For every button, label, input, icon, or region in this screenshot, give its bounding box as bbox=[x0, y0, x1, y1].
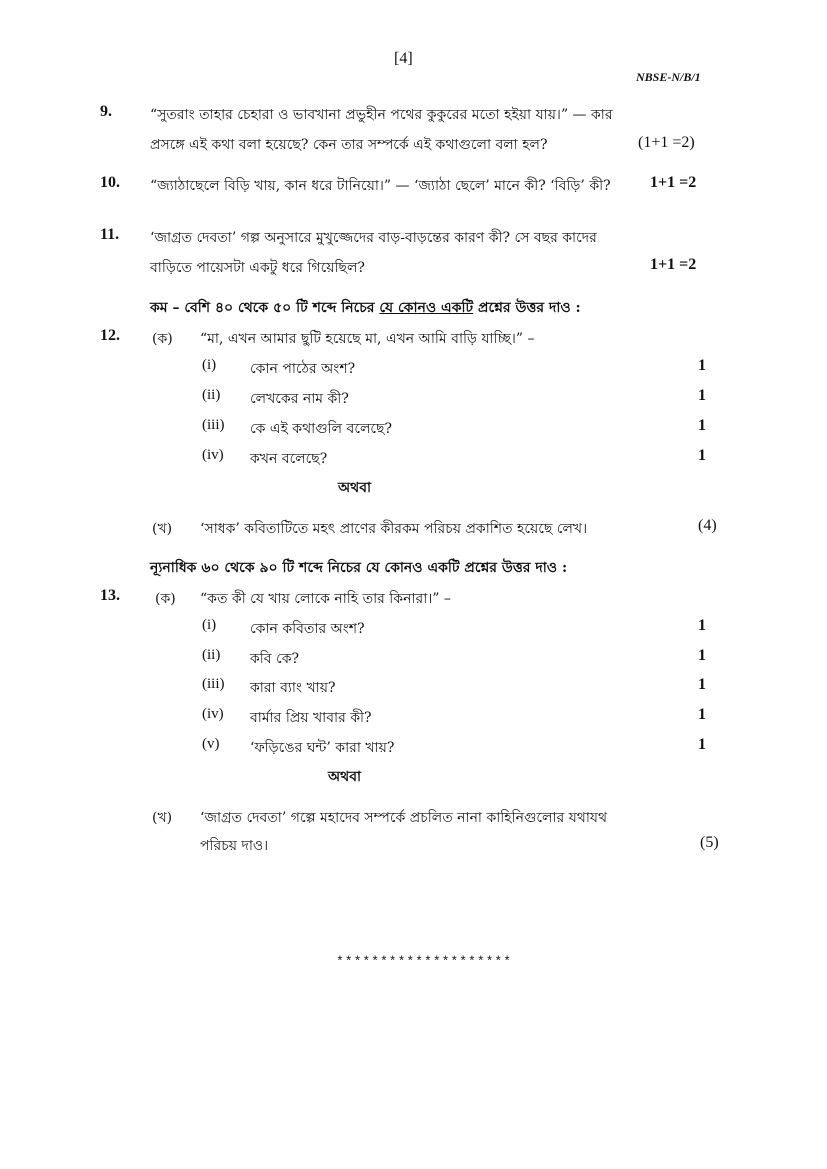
or-separator: অথবা bbox=[328, 769, 362, 785]
marks: 1 bbox=[698, 706, 706, 723]
question-number: 11. bbox=[100, 226, 120, 243]
marks: 1 bbox=[698, 736, 706, 753]
sub-question-text: কে এই কথাগুলি বলেছে? bbox=[250, 421, 392, 437]
sub-question-label: (iii) bbox=[202, 417, 225, 433]
section-heading-text: প্রশ্নের উত্তর দাও : bbox=[473, 300, 581, 316]
sub-question-text: কোন কবিতার অংশ? bbox=[250, 621, 365, 637]
question-text: “সুতরাং তাহার চেহারা ও ভাবখানা প্রভুহীন পথের কুকুরের মতো হইয়া যায়।” — কার bbox=[150, 107, 613, 123]
sub-question-label: (i) bbox=[202, 617, 217, 633]
question-text: বাড়িতে পায়েসটা একটু ধরে গিয়েছিল? bbox=[150, 260, 365, 276]
option-label: (ক) bbox=[155, 591, 176, 607]
paper-code: NBSE-N/B/1 bbox=[636, 70, 701, 84]
marks: 1 bbox=[698, 417, 706, 434]
question-number: 12. bbox=[100, 327, 120, 344]
sub-question-text: কোন পাঠের অংশ? bbox=[250, 361, 356, 377]
section-heading-emphasis: যে কোনও একটি bbox=[379, 300, 474, 316]
end-of-paper-marker: ******************** bbox=[336, 954, 513, 969]
sub-question-label: (ii) bbox=[202, 387, 221, 403]
option-label: (খ) bbox=[152, 810, 173, 826]
marks: 1 bbox=[698, 387, 706, 404]
marks: (4) bbox=[698, 517, 717, 534]
section-heading-text: কম – বেশি ৪০ থেকে ৫০ টি শব্দে নিচের bbox=[150, 300, 380, 316]
page-number: [4] bbox=[394, 50, 413, 67]
marks: 1 bbox=[698, 647, 706, 664]
sub-question-label: (ii) bbox=[202, 647, 221, 663]
option-label: (ক) bbox=[152, 331, 173, 347]
sub-question-text: কবি কে? bbox=[250, 651, 300, 667]
quote-text: “কত কী যে খায় লোকে নাহি তার কিনারা।” – bbox=[200, 591, 451, 607]
quote-text: “মা, এখন আমার ছুটি হয়েছে মা, এখন আমি বাড়ি যাচ্ছি।” – bbox=[200, 331, 535, 347]
question-text: “জ্যাঠাছেলে বিড়ি খায়, কান ধরে টানিয়ো।” — ‘জ্যাঠা ছেলে’ মানে কী? ‘বিড়ি’ কী? bbox=[150, 178, 611, 194]
question-text: পরিচয় দাও। bbox=[200, 838, 269, 854]
sub-question-text: কারা ব্যাং খায়? bbox=[250, 680, 336, 696]
marks: 1 bbox=[698, 676, 706, 693]
sub-question-label: (iv) bbox=[202, 447, 224, 463]
marks: (5) bbox=[700, 834, 719, 851]
sub-question-text: কখন বলেছে? bbox=[250, 451, 328, 467]
sub-question-label: (i) bbox=[202, 357, 217, 373]
section-heading bbox=[150, 296, 581, 320]
option-label: (খ) bbox=[152, 521, 173, 537]
question-number: 9. bbox=[100, 103, 112, 120]
question-text: ‘সাধক’ কবিতাটিতে মহৎ প্রাণের কীরকম পরিচয় প্রকাশিত হয়েছে লেখ। bbox=[200, 521, 588, 537]
marks: (1+1 =2) bbox=[638, 134, 695, 151]
sub-question-label: (v) bbox=[202, 736, 220, 752]
marks: 1 bbox=[698, 357, 706, 374]
question-number: 13. bbox=[100, 587, 120, 604]
marks: 1 bbox=[698, 447, 706, 464]
marks: 1 bbox=[698, 617, 706, 634]
sub-question-text: বার্মার প্রিয় খাবার কী? bbox=[250, 710, 372, 726]
marks: 1+1 =2 bbox=[650, 174, 697, 191]
section-heading: ন্যূনাধিক ৬০ থেকে ৯০ টি শব্দে নিচের যে কোনও একটি প্রশ্নের উত্তর দাও : bbox=[150, 560, 568, 576]
sub-question-label: (iii) bbox=[202, 676, 225, 692]
question-text: প্রসঙ্গে এই কথা বলা হয়েছে? কেন তার সম্পর্কে এই কথাগুলো বলা হল? bbox=[150, 137, 548, 153]
sub-question-text: ‘ফড়িঙের ঘন্ট’ কারা খায়? bbox=[250, 740, 395, 756]
sub-question-label: (iv) bbox=[202, 706, 224, 722]
sub-question-text: লেখকের নাম কী? bbox=[250, 391, 349, 407]
or-separator: অথবা bbox=[338, 480, 372, 496]
question-text: ‘জাগ্রত দেবতা’ গল্পে মহাদেব সম্পর্কে প্রচলিত নানা কাহিনিগুলোর যথাযথ bbox=[200, 810, 608, 826]
marks: 1+1 =2 bbox=[650, 256, 697, 273]
question-number: 10. bbox=[100, 174, 120, 191]
question-text: ‘জাগ্রত দেবতা’ গল্প অনুসারে মুখুজ্জেদের বাড়-বাড়ন্তের কারণ কী? সে বছর কাদের bbox=[150, 230, 597, 246]
